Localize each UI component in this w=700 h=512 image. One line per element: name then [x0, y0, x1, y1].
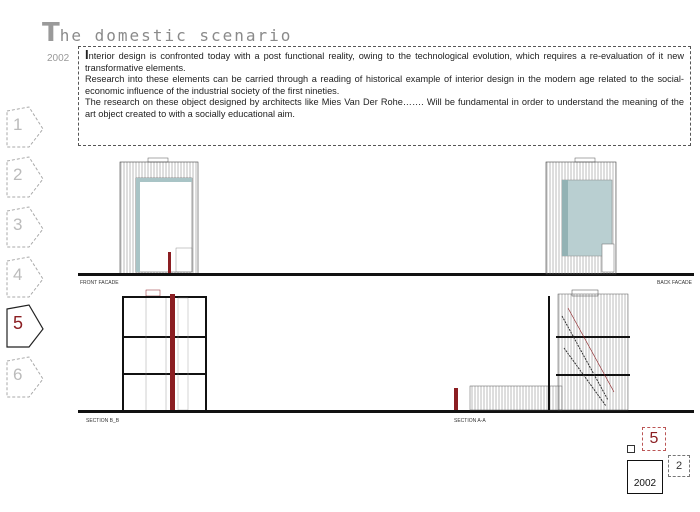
front-facade-drawing	[120, 158, 198, 274]
tab-6-label: 6	[13, 365, 23, 384]
front-facade-label: FRONT FACADE	[80, 280, 119, 286]
drop-cap: I	[85, 47, 89, 62]
page-title	[42, 18, 292, 48]
paragraph-3: The research on these object designed by architects like Mies Van Der Rohe……. Will be fundamental in order to understand the meaning of the art object created to with a socially educational aim.	[85, 97, 684, 119]
tab-3-label: 3	[13, 215, 23, 234]
section-bb-drawing	[122, 290, 207, 410]
tab-5[interactable]	[5, 303, 43, 345]
paragraph-1	[85, 47, 684, 74]
section-aa-label: SECTION A-A	[454, 418, 486, 424]
page-marker-square	[627, 445, 635, 453]
year-nav-box[interactable]: 2002	[627, 460, 663, 494]
intro-text-box	[78, 46, 691, 146]
tab-1-label: 1	[13, 115, 23, 134]
title-initial: T	[42, 18, 60, 48]
back-facade-label: BACK FACADE	[656, 280, 692, 286]
paragraph-2: Research into these elements can be carried through a reading of historical example of interior design in the modern age related to the social-economic influence of the industrial society of the first nineties.	[85, 74, 684, 96]
section-aa-drawing	[454, 290, 630, 410]
tab-2[interactable]	[5, 155, 43, 197]
next-page-button[interactable]: 2	[668, 455, 690, 477]
tab-1[interactable]	[5, 105, 43, 147]
paragraph-1-text: nterior design is confronted today with a post functional reality, owing to the technological evolution, which requires a re-evaluation of it new transformative elements.	[85, 51, 684, 73]
side-tab-nav	[0, 105, 46, 405]
tab-4[interactable]	[5, 255, 43, 297]
tab-2-label: 2	[13, 165, 23, 184]
ground-line-bottom	[78, 410, 694, 413]
current-page-indicator[interactable]: 5	[642, 427, 666, 451]
tab-5-label: 5	[13, 313, 24, 333]
title-rest: he domestic scenario	[59, 26, 293, 45]
year-label: 2002	[47, 53, 70, 64]
tab-6[interactable]	[5, 355, 43, 397]
tab-4-label: 4	[13, 265, 23, 284]
tab-3[interactable]	[5, 205, 43, 247]
back-facade-drawing	[546, 158, 616, 274]
architectural-drawings	[78, 148, 694, 438]
section-bb-label: SECTION B_B	[86, 418, 120, 424]
